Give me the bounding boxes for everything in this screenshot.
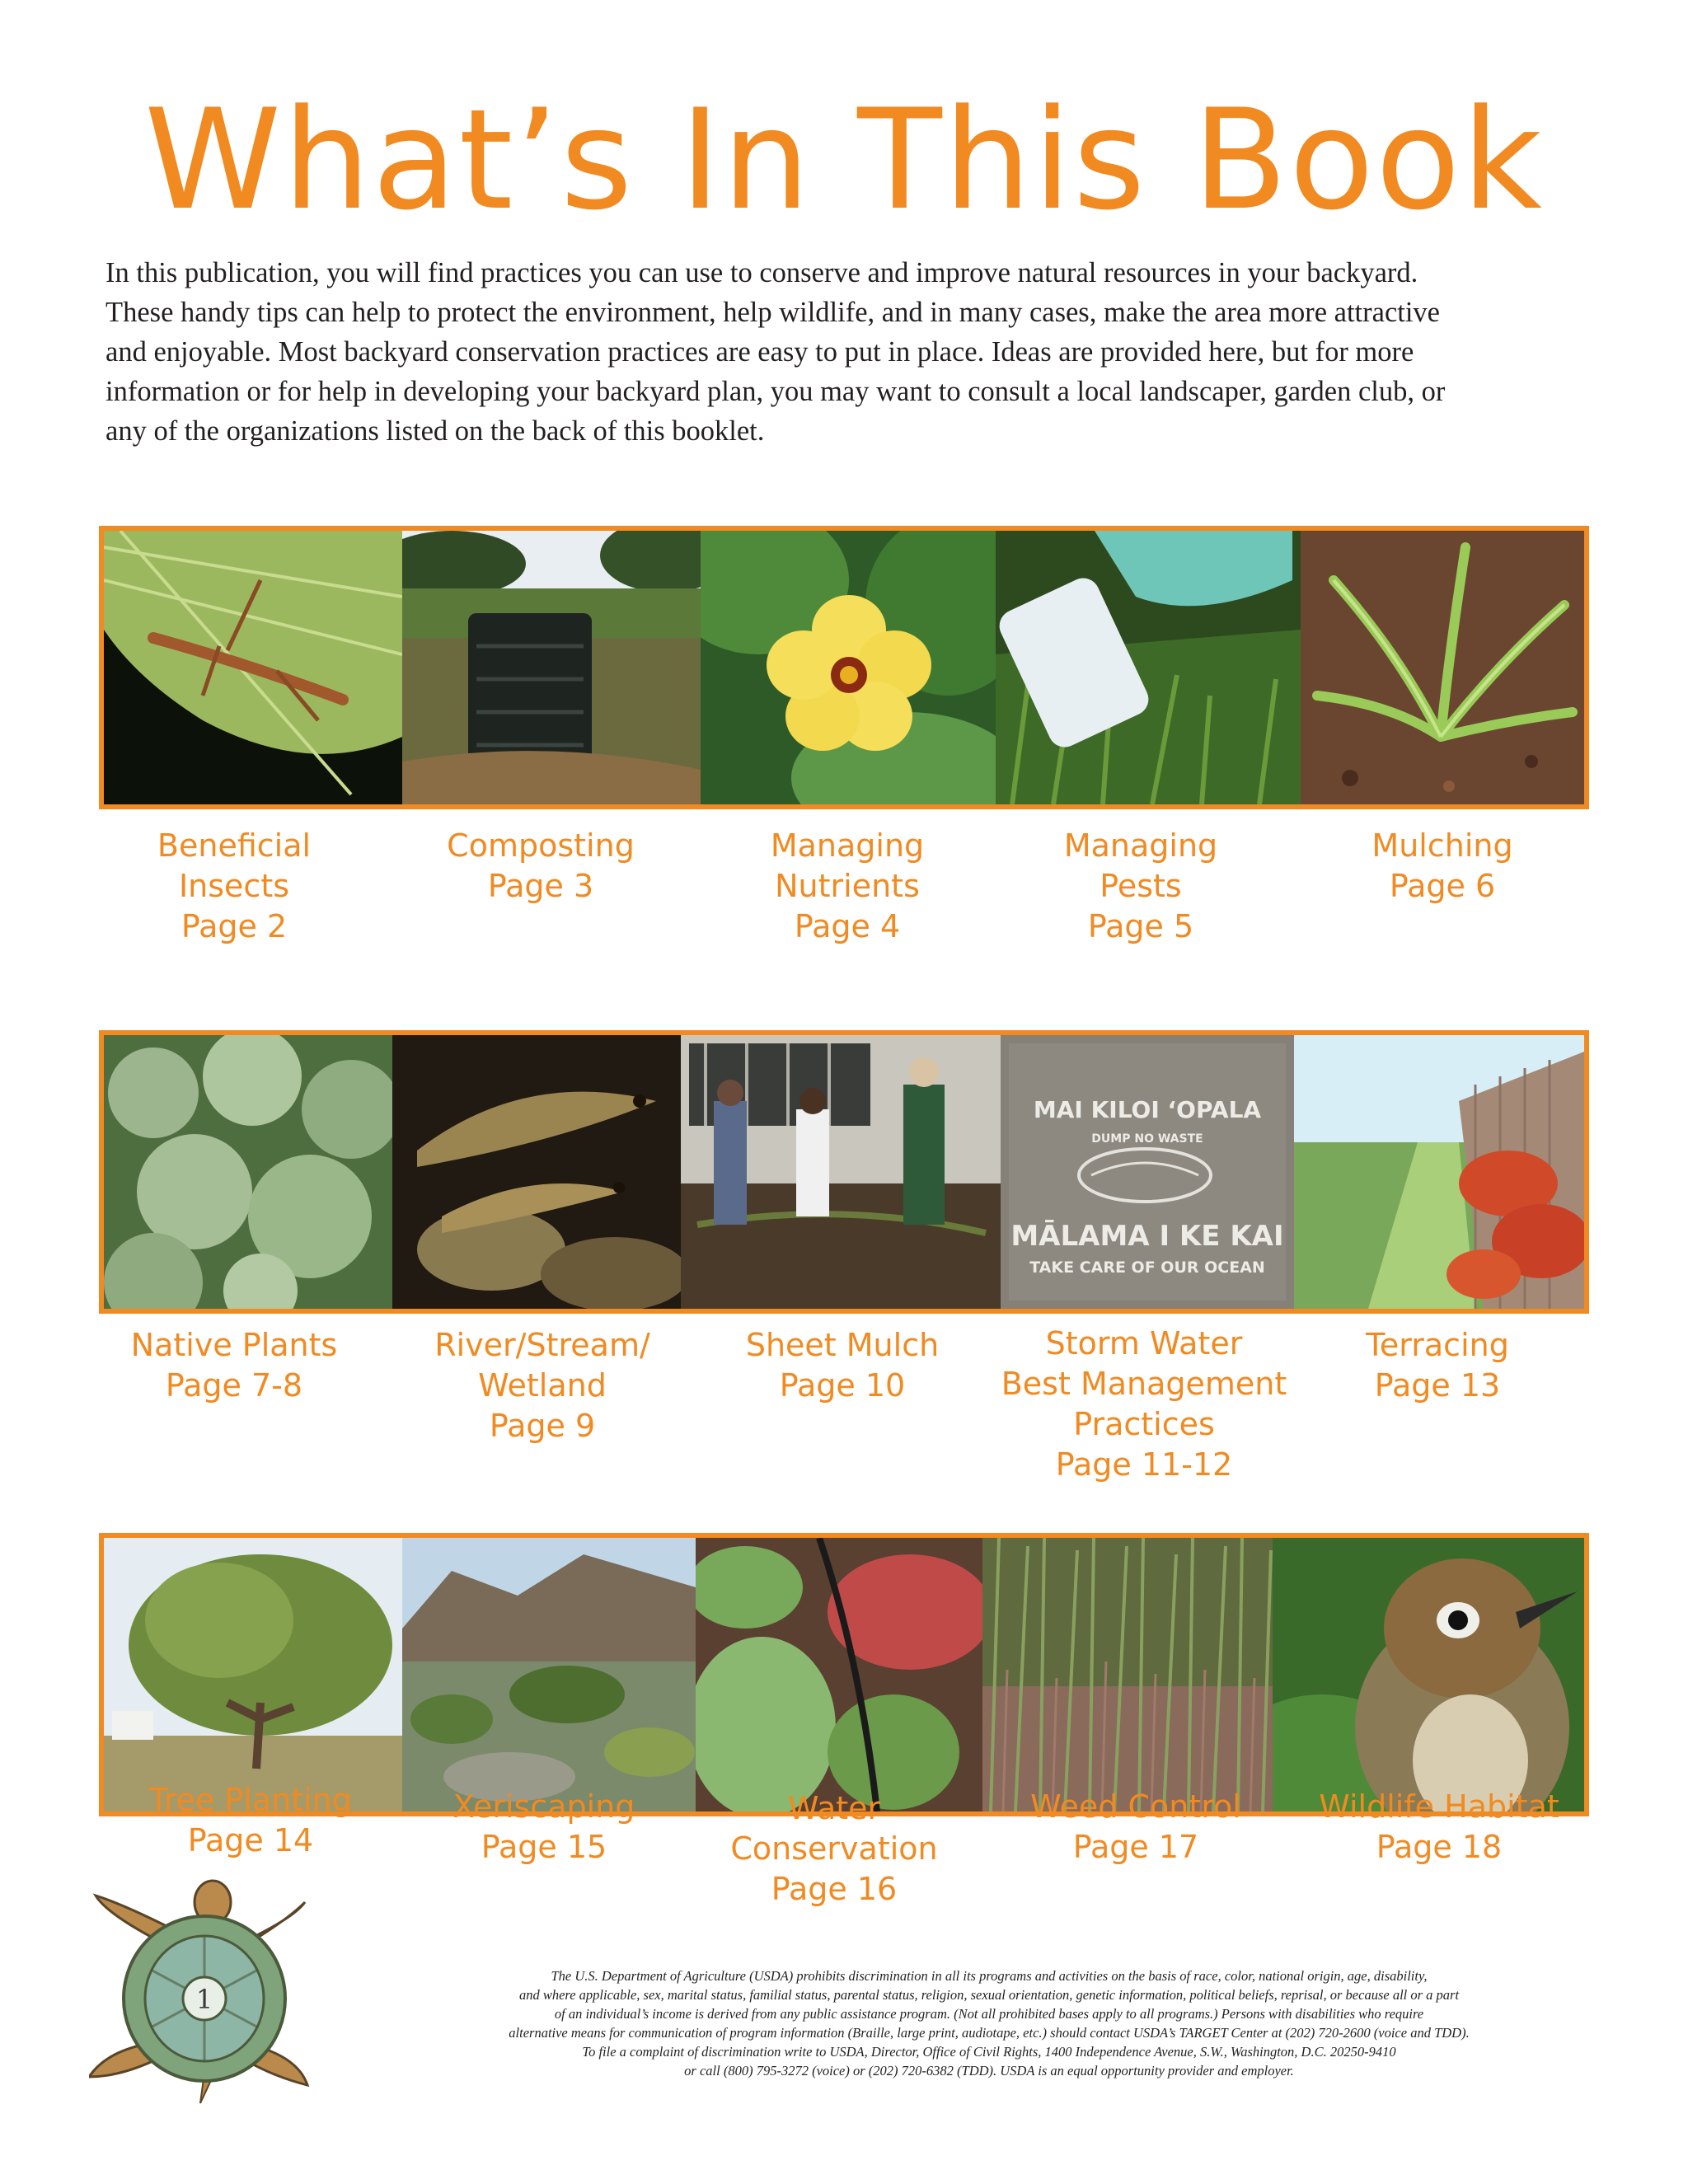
photo-managing-nutrients — [701, 531, 996, 804]
caption-page: Page 15 — [481, 1829, 607, 1865]
caption-xeriscaping — [453, 1787, 635, 1868]
caption-storm-water — [1001, 1324, 1287, 1485]
photo-managing-pests — [996, 531, 1301, 804]
caption-page: Page 5 — [1087, 908, 1194, 944]
caption-page: Page 3 — [487, 868, 594, 904]
disclaimer-line: of an individual’s income is derived from any public assistance program. (Not all prohibited bases apply to all programs.) Persons with disabilities who require — [554, 2006, 1424, 2022]
photo-strip-row-2 — [99, 1030, 1589, 1314]
caption-topic: Wildlife Habitat — [1319, 1788, 1559, 1825]
intro-line: and enjoyable. Most backyard conservation practices are easy to put in place. Ideas are provided here, but for more — [106, 336, 1414, 368]
photo-weed-control — [982, 1538, 1273, 1811]
photo-river-stream-wetland — [392, 1035, 681, 1309]
photo-strip-row-1 — [99, 526, 1589, 809]
caption-topic: Practices — [1073, 1406, 1215, 1442]
photo-wildlife-habitat — [1273, 1538, 1584, 1811]
caption-page: Page 10 — [779, 1367, 906, 1404]
caption-weed-control — [1030, 1787, 1241, 1868]
caption-topic: Terracing — [1366, 1327, 1509, 1363]
caption-native-plants — [131, 1325, 338, 1406]
caption-topic: Water — [787, 1790, 881, 1826]
caption-topic: Managing — [1063, 827, 1218, 864]
stencil-line-4: TAKE CARE OF OUR OCEAN — [1029, 1258, 1265, 1277]
caption-river-stream-wetland — [434, 1325, 650, 1446]
caption-page: Page 17 — [1072, 1829, 1199, 1865]
caption-page: Page 16 — [771, 1871, 898, 1907]
caption-topic: Best Management — [1001, 1366, 1287, 1402]
photo-mulching — [1301, 531, 1584, 804]
stencil-line-1: MAI KILOI ‘OPALA — [1033, 1096, 1262, 1123]
photo-tree-planting — [104, 1538, 402, 1811]
caption-topic: Managing — [770, 827, 925, 864]
caption-page: Page 4 — [794, 908, 901, 944]
photo-water-conservation — [696, 1538, 982, 1811]
intro-line: any of the organizations listed on the back of this booklet. — [106, 415, 765, 447]
photo-sheet-mulch — [681, 1035, 1001, 1309]
stencil-line-2: DUMP NO WASTE — [1091, 1132, 1203, 1146]
usda-disclaimer — [354, 1966, 1624, 2080]
caption-beneficial-insects — [157, 826, 311, 947]
caption-terracing — [1366, 1325, 1509, 1406]
caption-mulching — [1372, 826, 1512, 907]
caption-topic: Wetland — [478, 1367, 607, 1404]
caption-topic: Sheet Mulch — [745, 1327, 940, 1363]
caption-page: Page 6 — [1389, 868, 1496, 904]
disclaimer-line: To file a complaint of discrimination write to USDA, Director, Office of Civil Rights, 1400 Independence Avenue, S.W., Washington, D.C. 20250-9410 — [582, 2044, 1396, 2060]
disclaimer-line: alternative means for communication of program information (Braille, large print, audiotape, etc.) should contact USDA’s TARGET Center at (202) 720-2600 (voice and TDD). — [509, 2025, 1470, 2041]
caption-page: Page 11-12 — [1055, 1446, 1233, 1483]
caption-topic: Tree Planting — [149, 1782, 352, 1818]
caption-page: Page 14 — [187, 1822, 314, 1858]
caption-page: Page 9 — [489, 1408, 596, 1444]
disclaimer-line: or call (800) 795-3272 (voice) or (202) 720-6382 (TDD). USDA is an equal opportunity provider and employer. — [684, 2063, 1294, 2079]
caption-topic: Composting — [447, 827, 635, 864]
photo-composting — [402, 531, 701, 804]
caption-topic: Insects — [178, 868, 290, 904]
caption-topic: Beneficial — [157, 827, 312, 864]
caption-topic: River/Stream/ — [434, 1327, 650, 1363]
photo-xeriscaping — [402, 1538, 696, 1811]
photo-native-plants — [104, 1035, 392, 1309]
intro-line: These handy tips can help to protect the environment, help wildlife, and in many cases, make the area more attractive — [106, 297, 1440, 328]
caption-page: Page 7-8 — [165, 1367, 303, 1404]
page-title: What’s In This Book — [144, 79, 1544, 241]
caption-topic: Weed Control — [1030, 1788, 1241, 1825]
caption-topic: Native Plants — [130, 1327, 338, 1363]
turtle-icon — [89, 1879, 312, 2107]
photo-strip-row-3 — [99, 1533, 1589, 1816]
caption-wildlife-habitat — [1319, 1787, 1559, 1868]
disclaimer-line: The U.S. Department of Agriculture (USDA) prohibits discrimination in all its programs and activities on the basis of race, color, national origin, age, disability, — [551, 1968, 1428, 1984]
photo-terracing — [1294, 1035, 1584, 1309]
caption-composting — [447, 826, 635, 907]
caption-tree-planting — [149, 1780, 352, 1861]
caption-topic: Xeriscaping — [452, 1788, 635, 1825]
disclaimer-line: and where applicable, sex, marital status, familial status, parental status, religion, sexual orientation, genetic information, political beliefs, reprisal, or because all or a part — [518, 1987, 1460, 2003]
caption-topic: Mulching — [1372, 827, 1513, 864]
caption-page: Page 18 — [1376, 1829, 1503, 1865]
caption-managing-nutrients — [771, 826, 924, 947]
caption-water-conservation — [730, 1788, 937, 1910]
caption-topic: Storm Water — [1045, 1325, 1243, 1361]
caption-topic: Nutrients — [775, 868, 920, 904]
intro-line: information or for help in developing your backyard plan, you may want to consult a local landscaper, garden club, or — [106, 376, 1446, 407]
intro-line: In this publication, you will find practices you can use to conserve and improve natural resources in your backyard. — [106, 257, 1418, 288]
caption-managing-pests — [1064, 826, 1217, 947]
page-number: 1 — [195, 1984, 213, 2015]
caption-page: Page 13 — [1374, 1367, 1501, 1404]
caption-topic: Pests — [1100, 868, 1182, 904]
caption-sheet-mulch — [746, 1325, 939, 1406]
photo-storm-water-stencil — [1001, 1035, 1294, 1309]
intro-paragraph — [106, 253, 1589, 451]
caption-page: Page 2 — [181, 908, 288, 944]
caption-topic: Conservation — [730, 1830, 938, 1867]
stencil-line-3: MĀLAMA I KE KAI — [1010, 1220, 1284, 1253]
photo-beneficial-insects — [104, 531, 402, 804]
